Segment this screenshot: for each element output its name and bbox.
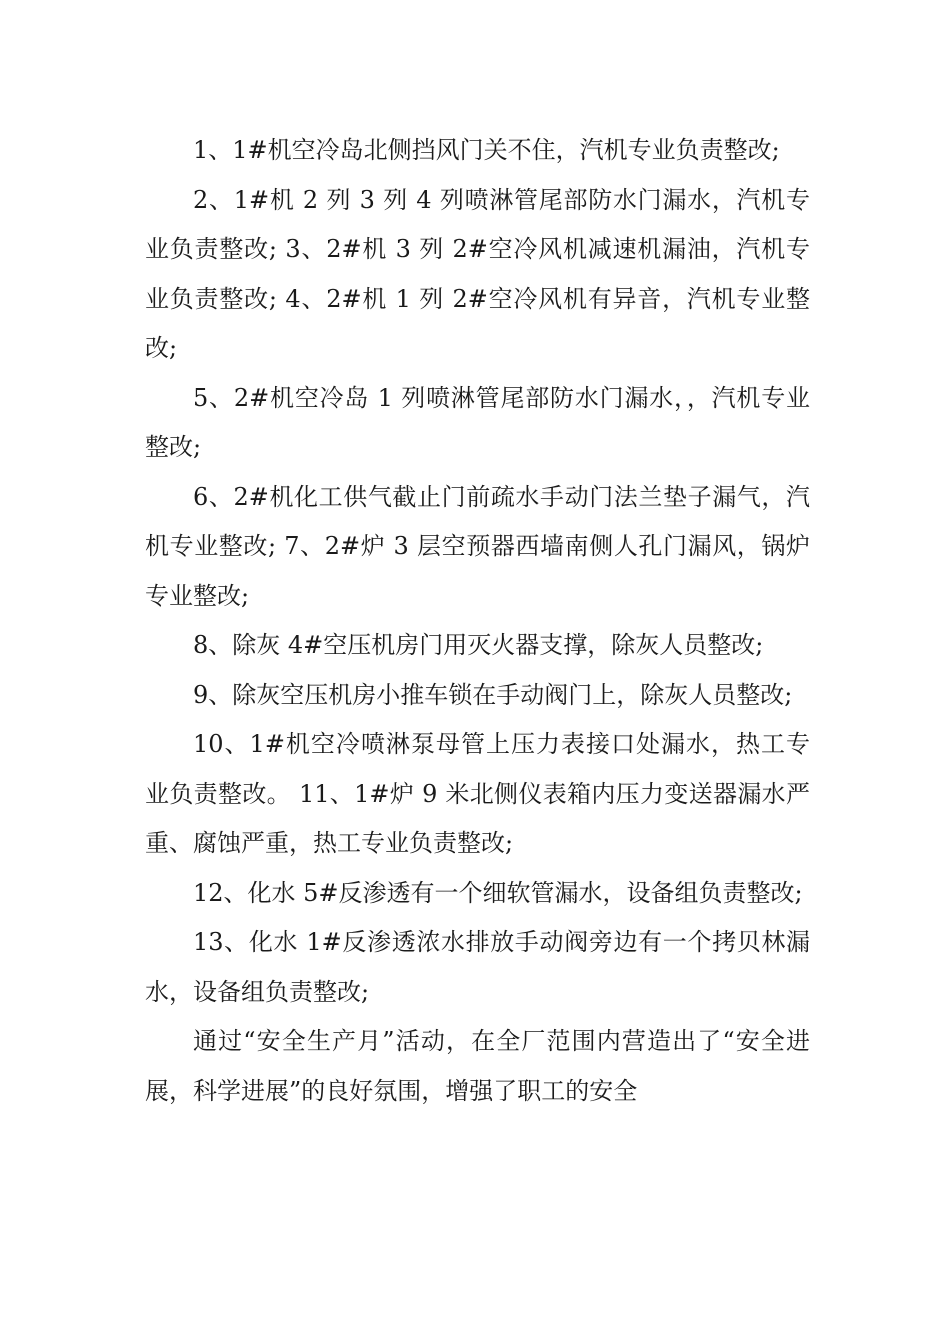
paragraph-8: 12、化水 5#反渗透有一个细软管漏水，设备组负责整改; bbox=[193, 878, 803, 907]
paragraph-2: 2、1#机 2 列 3 列 4 列喷淋管尾部防水门漏水，汽机专业负责整改; 3、2#机 3 列 2#空冷风机减速机漏油，汽机专业负责整改; 4、2#机 1 列 2#空冷风机有异音，汽机专业整改; bbox=[145, 185, 810, 362]
paragraph-3: 5、2#机空冷岛 1 列喷淋管尾部防水门漏水，，汽机专业整改; bbox=[145, 383, 810, 461]
paragraph-10: 通过“安全生产月”活动，在全厂范围内营造出了“安全进展，科学进展”的良好氛围，增强了职工的安全 bbox=[145, 1027, 810, 1105]
paragraph-9: 13、化水 1#反渗透浓水排放手动阀旁边有一个拷贝林漏水，设备组负责整改; bbox=[145, 928, 810, 1006]
paragraph-6: 9、除灰空压机房小推车锁在手动阀门上，除灰人员整改; bbox=[193, 680, 793, 709]
paragraph-1: 1、1#机空冷岛北侧挡风门关不住，汽机专业负责整改; bbox=[193, 136, 780, 164]
paragraph-5: 8、除灰 4#空压机房门用灭火器支撑，除灰人员整改; bbox=[193, 631, 764, 659]
paragraph-4: 6、2#机化工供气截止门前疏水手动门法兰垫子漏气，汽机专业整改; 7、2#炉 3 层空预器西墙南侧人孔门漏风，锅炉专业整改; bbox=[145, 482, 810, 610]
document-body bbox=[145, 126, 810, 1116]
paragraph-7: 10、1#机空冷喷淋泵母管上压力表接口处漏水，热工专业负责整改。 11、1#炉 9 米北侧仪表箱内压力变送器漏水严重、腐蚀严重，热工专业负责整改; bbox=[145, 730, 810, 857]
